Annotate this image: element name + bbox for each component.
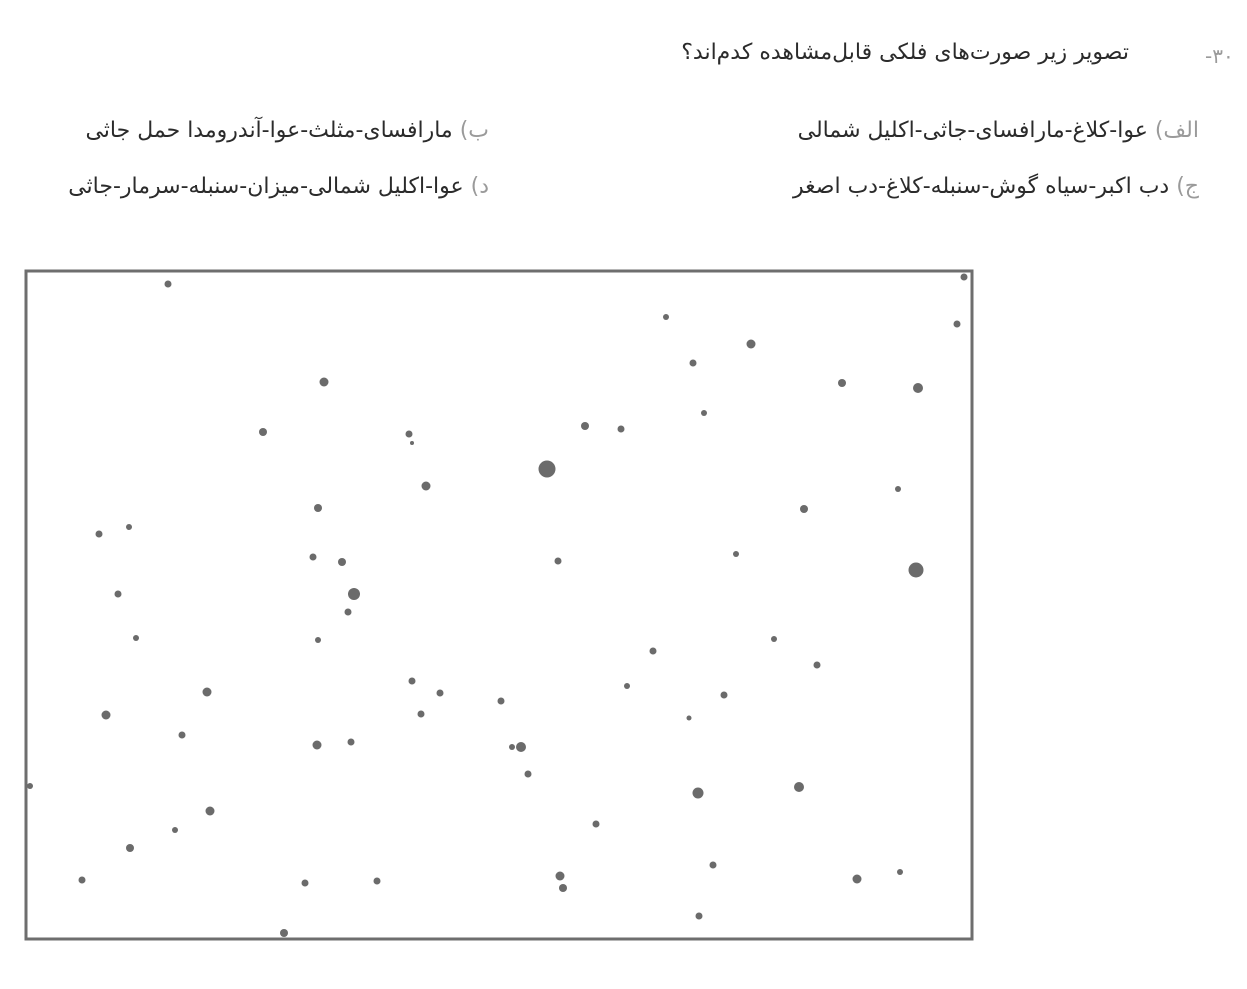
star-dot (315, 637, 321, 643)
option-b-text: مارافسای-مثلث-عوا-آندرومدا حمل جاثی (85, 118, 453, 143)
star-dot (794, 782, 804, 792)
star-dot (437, 690, 444, 697)
star-dot (771, 636, 777, 642)
star-dot (179, 732, 186, 739)
star-dot (409, 678, 416, 685)
star-dot (115, 591, 122, 598)
star-dot (624, 683, 630, 689)
star-dot (814, 662, 821, 669)
star-dot (509, 744, 515, 750)
star-dot (165, 281, 172, 288)
star-dot (800, 505, 808, 513)
option-c-text: دب اکبر-سیاه گوش-سنبله-کلاغ-دب اصغر (793, 174, 1170, 199)
star-dot (102, 711, 111, 720)
option-d-text: عوا-اکلیل شمالی-میزان-سنبله-سرمار-جاثی (68, 174, 464, 199)
star-map-border (26, 271, 972, 939)
star-dot (618, 426, 625, 433)
star-dot (172, 827, 178, 833)
star-dot (203, 688, 212, 697)
star-dot (79, 877, 86, 884)
star-dot (539, 461, 556, 478)
star-dot (96, 531, 103, 538)
star-dot (701, 410, 707, 416)
option-a-label: الف) (1154, 118, 1199, 143)
star-dot (897, 869, 903, 875)
star-dot (498, 698, 505, 705)
star-dot (516, 742, 526, 752)
star-dot (853, 875, 862, 884)
star-dot (663, 314, 669, 320)
star-dot (650, 648, 657, 655)
option-c[interactable] (793, 174, 1199, 199)
star-dot (338, 558, 346, 566)
star-dot (525, 771, 532, 778)
star-dot (410, 441, 414, 445)
star-dot (310, 554, 317, 561)
star-dot (556, 872, 565, 881)
star-dot (721, 692, 728, 699)
option-b[interactable] (85, 118, 489, 143)
star-dot (314, 504, 322, 512)
star-dot (133, 635, 139, 641)
star-dot (593, 821, 600, 828)
star-dot (348, 588, 360, 600)
option-d-label: د) (470, 174, 489, 199)
star-dot (126, 524, 132, 530)
star-dot (581, 422, 589, 430)
option-b-label: ب) (459, 118, 489, 143)
star-dot (909, 563, 924, 578)
star-dot (913, 383, 923, 393)
star-dot (961, 274, 968, 281)
star-dot (733, 551, 739, 557)
star-dot (348, 739, 355, 746)
star-dot (687, 716, 692, 721)
option-a-text: عوا-کلاغ-مارافسای-جاثی-اکلیل شمالی (797, 118, 1148, 143)
star-dot (345, 609, 352, 616)
star-dot (895, 486, 901, 492)
star-dot (259, 428, 267, 436)
star-dot (838, 379, 846, 387)
star-dot (422, 482, 431, 491)
star-dot (747, 340, 756, 349)
star-map-figure (24, 269, 974, 941)
star-dot (27, 783, 33, 789)
star-dot (954, 321, 961, 328)
option-a[interactable] (798, 118, 1199, 143)
question-number: -۳۰ (1205, 44, 1234, 68)
star-dot (710, 862, 717, 869)
star-dot (126, 844, 134, 852)
star-dot (406, 431, 413, 438)
star-dot (206, 807, 215, 816)
star-dot (302, 880, 309, 887)
star-dot (696, 913, 703, 920)
star-dot (690, 360, 697, 367)
question-text: تصویر زیر صورت‌های فلکی قابل‌مشاهده کدم‌اند؟ (681, 40, 1129, 65)
option-d[interactable] (68, 174, 489, 199)
star-dot (693, 788, 704, 799)
star-dot (418, 711, 425, 718)
star-dot (280, 929, 288, 937)
star-dot (374, 878, 381, 885)
option-c-label: ج) (1176, 174, 1199, 199)
star-dot (555, 558, 562, 565)
star-dot (559, 884, 567, 892)
star-dot (313, 741, 322, 750)
star-dot (320, 378, 329, 387)
